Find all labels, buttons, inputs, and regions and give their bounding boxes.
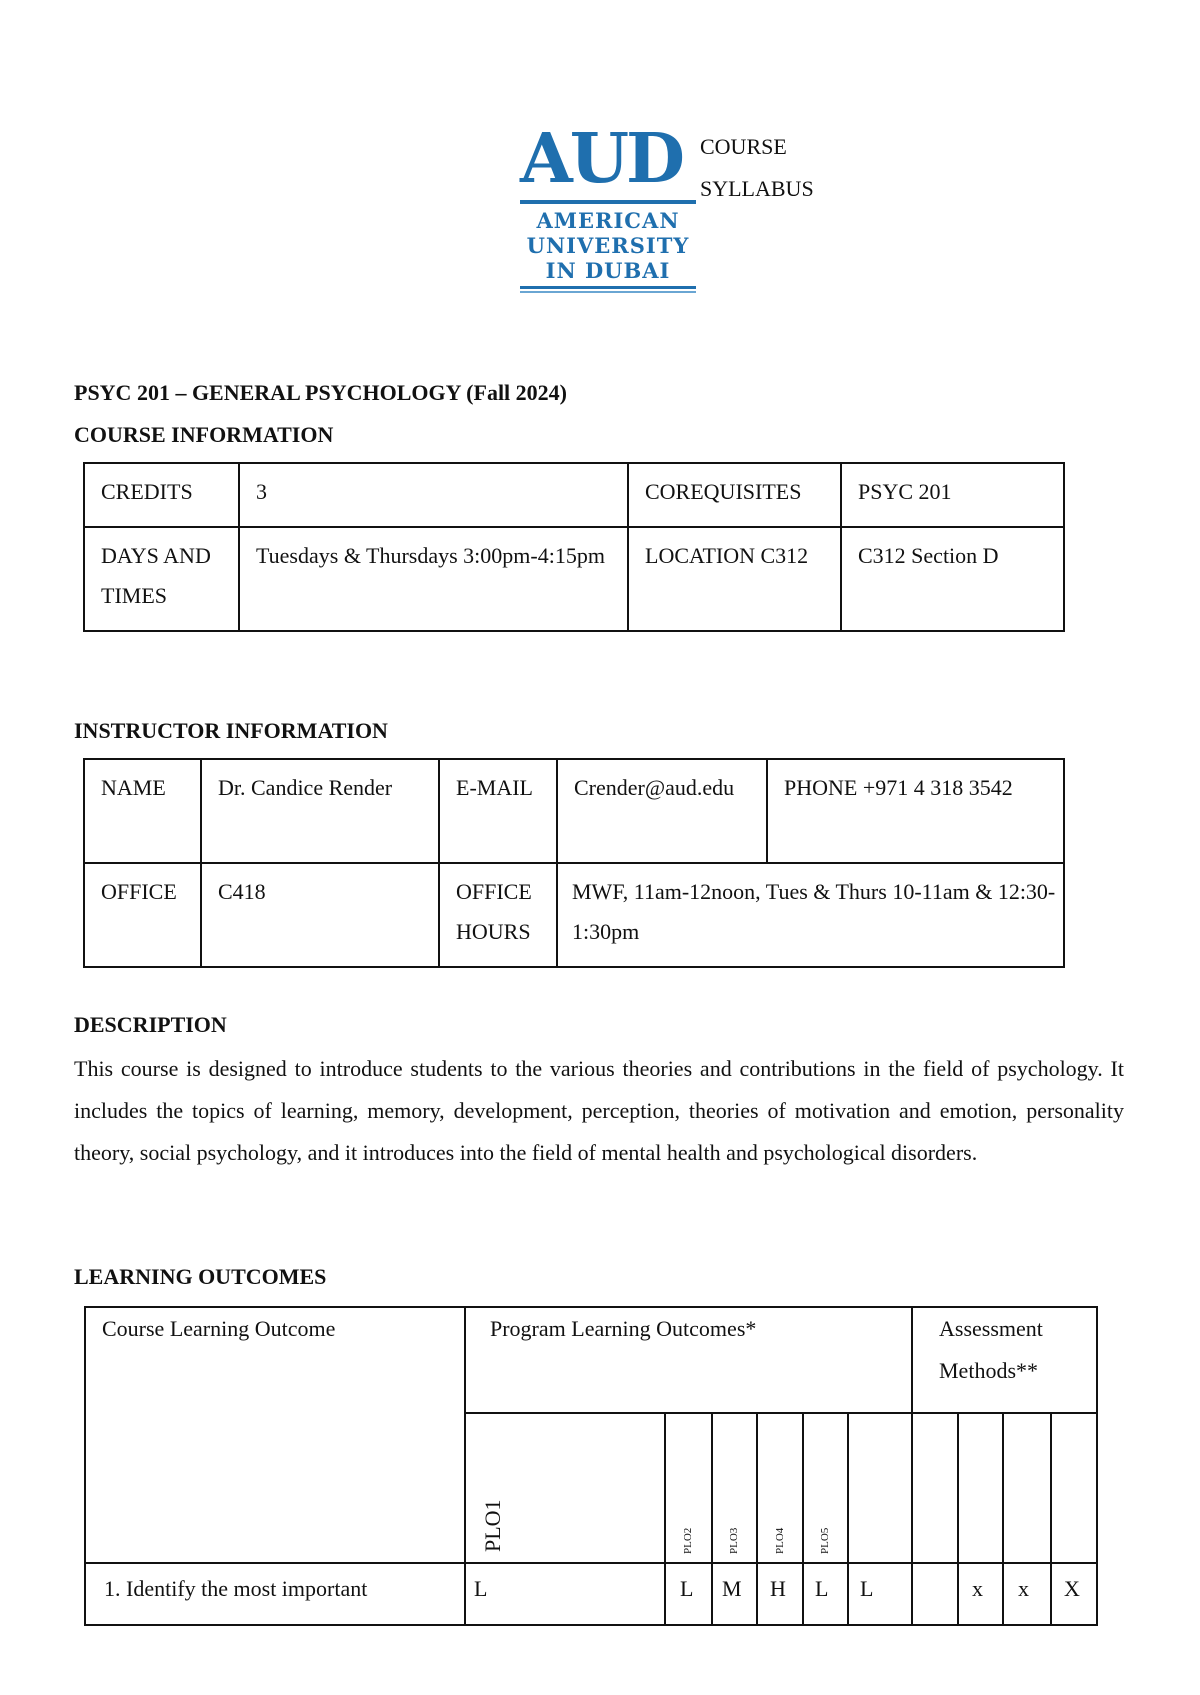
- outcome-cell: L: [815, 1576, 829, 1601]
- table-border: [1050, 1412, 1052, 1626]
- col-assessment-methods: Assessment Methods**: [939, 1316, 1043, 1383]
- aud-logo: [520, 119, 696, 294]
- name-value: Dr. Candice Render: [201, 759, 439, 863]
- email-label: E-MAIL: [439, 759, 557, 863]
- logo-line-university: UNIVERSITY: [526, 233, 690, 258]
- col-course-learning-outcome: Course Learning Outcome: [102, 1316, 336, 1341]
- credits-label: CREDITS: [84, 463, 239, 527]
- description-text: This course is designed to introduce students to the various theories and contributions in the field of psychology. It includes the topics of learning, memory, development, perception, theories of motivation and emotion, personality theory, social psychology, and it introduces into the field of mental health and psychological disorders.: [74, 1056, 1124, 1165]
- plo-header: PLO5: [819, 1527, 831, 1554]
- logo-line-american: AMERICAN: [536, 208, 680, 233]
- days-value: Tuesdays & Thursdays 3:00pm-4:15pm: [239, 527, 628, 631]
- logo-rule: [520, 200, 696, 204]
- course-title: PSYC 201 – GENERAL PSYCHOLOGY (Fall 2024): [74, 380, 567, 405]
- instructor-info-table: [83, 758, 1065, 968]
- table-border: [1096, 1306, 1098, 1626]
- name-label: NAME: [84, 759, 201, 863]
- learning-outcomes-table: [84, 1306, 1098, 1626]
- credits-value: 3: [239, 463, 628, 527]
- table-border: [464, 1306, 466, 1626]
- table-border: [1002, 1412, 1004, 1626]
- table-border: [802, 1412, 804, 1626]
- outcome-cell: X: [1064, 1576, 1080, 1601]
- description-heading: DESCRIPTION: [74, 1012, 227, 1037]
- table-border: [84, 1562, 1098, 1564]
- plo-header: PLO2: [682, 1527, 694, 1554]
- outcome-cell: M: [722, 1576, 742, 1601]
- course-info-heading: COURSE INFORMATION: [74, 422, 334, 447]
- table-border: [711, 1412, 713, 1626]
- plo-header: PLO4: [774, 1527, 786, 1554]
- logo-line-dubai: IN DUBAI: [545, 258, 671, 283]
- phone-cell: PHONE +971 4 318 3542: [767, 759, 1064, 863]
- course-info-table: [83, 462, 1065, 632]
- office-hours-value: MWF, 11am-12noon, Tues & Thurs 10-11am & 12:30-1:30pm: [557, 863, 1064, 967]
- office-value: C418: [201, 863, 439, 967]
- corequisites-value: PSYC 201: [841, 463, 1064, 527]
- office-hours-label: OFFICE HOURS: [439, 863, 557, 967]
- corequisites-label: COREQUISITES: [628, 463, 841, 527]
- table-border: [911, 1306, 913, 1626]
- outcome-cell: x: [972, 1576, 983, 1601]
- col-program-learning-outcomes: Program Learning Outcomes*: [490, 1316, 757, 1341]
- outcome-cell: H: [770, 1576, 786, 1601]
- outcome-cell: L: [680, 1576, 694, 1601]
- plo-header: PLO3: [728, 1527, 740, 1554]
- table-border: [957, 1412, 959, 1626]
- days-label: DAYS AND TIMES: [84, 527, 239, 631]
- outcome-cell: x: [1018, 1576, 1029, 1601]
- document-type: [700, 126, 814, 210]
- email-value[interactable]: Crender@aud.edu: [557, 759, 767, 863]
- plo-header: PLO1: [480, 1499, 505, 1552]
- doc-type-line1: COURSE: [700, 134, 787, 159]
- table-border: [847, 1412, 849, 1626]
- location-label: LOCATION C312: [628, 527, 841, 631]
- table-border: [756, 1412, 758, 1626]
- location-value: C312 Section D: [841, 527, 1064, 631]
- logo-abbr: AUD: [520, 119, 683, 199]
- office-label: OFFICE: [84, 863, 201, 967]
- logo-rule: [520, 291, 696, 293]
- doc-type-line2: SYLLABUS: [700, 176, 814, 201]
- table-border: [84, 1306, 86, 1626]
- outcome-row-1-text: 1. Identify the most important: [104, 1576, 368, 1601]
- instructor-info-heading: INSTRUCTOR INFORMATION: [74, 718, 388, 743]
- outcome-cell: L: [860, 1576, 874, 1601]
- outcome-cell: L: [474, 1576, 488, 1601]
- learning-outcomes-heading: LEARNING OUTCOMES: [74, 1264, 327, 1289]
- logo-rule: [520, 286, 696, 289]
- table-border: [84, 1624, 1098, 1626]
- table-border: [664, 1412, 666, 1626]
